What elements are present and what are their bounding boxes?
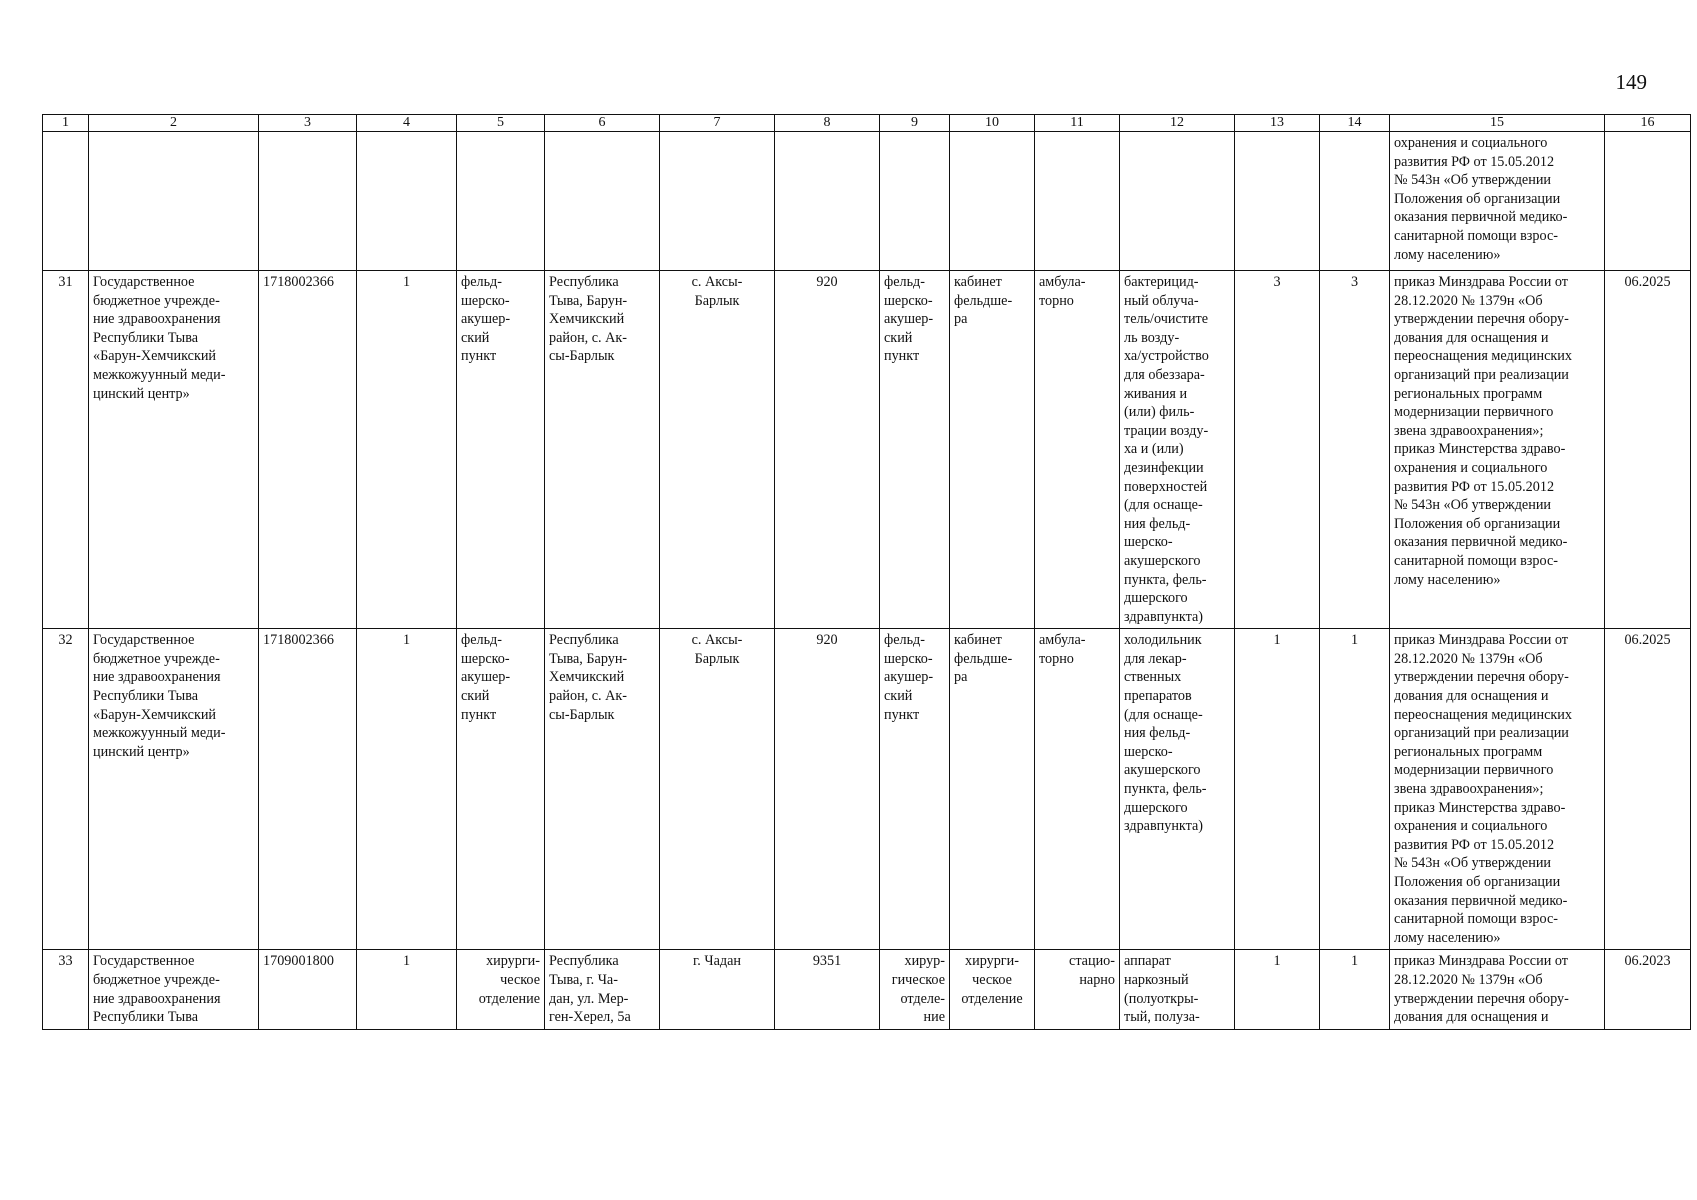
- equipment-table: [42, 114, 1691, 1030]
- subdivision-cell: фельд- шерско- акушер- ский пункт: [880, 271, 950, 629]
- mode-cell: амбула- торно: [1035, 629, 1120, 950]
- column-header: 11: [1035, 115, 1120, 132]
- quantity-cell: 1: [1235, 629, 1320, 950]
- room-cell: кабинет фельдше- ра: [950, 271, 1035, 629]
- page-number: 149: [1615, 70, 1647, 94]
- table-row: [43, 629, 1691, 950]
- column-header: 7: [660, 115, 775, 132]
- column-header: 14: [1320, 115, 1390, 132]
- column-header: 15: [1390, 115, 1605, 132]
- inn-cell: 1709001800: [259, 950, 357, 1029]
- quantity-cell: 1: [1235, 950, 1320, 1029]
- unit-cell: фельд- шерско- акушер- ский пункт: [457, 629, 545, 950]
- table-row: [43, 950, 1691, 1029]
- organization-cell: Государственное бюджетное учрежде- ние здравоохранения Республики Тыва: [89, 950, 259, 1029]
- unit-cell: хирурги- ческое отделение: [457, 950, 545, 1029]
- legal-basis-cell: приказ Минздрава России от 28.12.2020 № 1379н «Об утверждении перечня обору- дования для оснащения и переоснащения медицинских организаций при реализации региональных программ модернизации первичного звена здравоохранения»; приказ Минстерства здраво- охранения и социального развития РФ от 15.05.2012 № 543н «Об утверждении Положения об организации оказания первичной медико- санитарной помощи взрос- лому населению»: [1390, 271, 1605, 629]
- date-cell: 06.2025: [1605, 271, 1691, 629]
- row-number-cell: 33: [43, 950, 89, 1029]
- column-header: 6: [545, 115, 660, 132]
- quantity-cell: 3: [1320, 271, 1390, 629]
- quantity-cell: 3: [1235, 271, 1320, 629]
- organization-cell: Государственное бюджетное учрежде- ние здравоохранения Республики Тыва «Барун-Хемчикский межкожуунный меди- цинский центр»: [89, 271, 259, 629]
- locality-cell: с. Аксы- Барлык: [660, 271, 775, 629]
- quantity-cell: 1: [1320, 629, 1390, 950]
- population-cell: 9351: [775, 950, 880, 1029]
- quantity-cell: 1: [1320, 950, 1390, 1029]
- column-header: 2: [89, 115, 259, 132]
- date-cell: 06.2025: [1605, 629, 1691, 950]
- room-cell: хирурги- ческое отделение: [950, 950, 1035, 1029]
- legal-basis-cell: охранения и социального развития РФ от 15.05.2012 № 543н «Об утверждении Положения об организации оказания первичной медико- санитарной помощи взрос- лому населению»: [1390, 132, 1605, 271]
- count-cell: 1: [357, 271, 457, 629]
- mode-cell: амбула- торно: [1035, 271, 1120, 629]
- header-row: [43, 115, 1691, 132]
- inn-cell: 1718002366: [259, 271, 357, 629]
- table-row-continuation: [43, 132, 1691, 271]
- address-cell: Республика Тыва, Барун- Хемчикский район, с. Ак- сы-Барлык: [545, 271, 660, 629]
- column-header: 9: [880, 115, 950, 132]
- inn-cell: 1718002366: [259, 629, 357, 950]
- equipment-cell: бактерицид- ный облуча- тель/очистите ль возду- ха/устройство для обеззара- живания и (или) филь- трации возду- ха и (или) дезинфекции поверхностей (для оснаще- ния фельд- шерско- акушерского пункта, фель- дшерского здравпункта): [1120, 271, 1235, 629]
- row-number-cell: 31: [43, 271, 89, 629]
- organization-cell: Государственное бюджетное учрежде- ние здравоохранения Республики Тыва «Барун-Хемчикский межкожуунный меди- цинский центр»: [89, 629, 259, 950]
- subdivision-cell: фельд- шерско- акушер- ский пункт: [880, 629, 950, 950]
- legal-basis-cell: приказ Минздрава России от 28.12.2020 № 1379н «Об утверждении перечня обору- дования для оснащения и: [1390, 950, 1605, 1029]
- column-header: 16: [1605, 115, 1691, 132]
- column-header: 5: [457, 115, 545, 132]
- locality-cell: г. Чадан: [660, 950, 775, 1029]
- column-header: 13: [1235, 115, 1320, 132]
- subdivision-cell: хирур- гическое отделе- ние: [880, 950, 950, 1029]
- room-cell: кабинет фельдше- ра: [950, 629, 1035, 950]
- column-header: 1: [43, 115, 89, 132]
- row-number-cell: 32: [43, 629, 89, 950]
- equipment-cell: аппарат наркозный (полуоткры- тый, полуза-: [1120, 950, 1235, 1029]
- address-cell: Республика Тыва, Барун- Хемчикский район, с. Ак- сы-Барлык: [545, 629, 660, 950]
- table-row: [43, 271, 1691, 629]
- column-header: 12: [1120, 115, 1235, 132]
- legal-basis-cell: приказ Минздрава России от 28.12.2020 № 1379н «Об утверждении перечня обору- дования для оснащения и переоснащения медицинских организаций при реализации региональных программ модернизации первичного звена здравоохранения»; приказ Минстерства здраво- охранения и социального развития РФ от 15.05.2012 № 543н «Об утверждении Положения об организации оказания первичной медико- санитарной помощи взрос- лому населению»: [1390, 629, 1605, 950]
- address-cell: Республика Тыва, г. Ча- дан, ул. Мер- ген-Херел, 5а: [545, 950, 660, 1029]
- column-header: 8: [775, 115, 880, 132]
- equipment-cell: холодильник для лекар- ственных препаратов (для оснаще- ния фельд- шерско- акушерского пункта, фель- дшерского здравпункта): [1120, 629, 1235, 950]
- date-cell: 06.2023: [1605, 950, 1691, 1029]
- count-cell: 1: [357, 950, 457, 1029]
- column-header: 4: [357, 115, 457, 132]
- locality-cell: с. Аксы- Барлык: [660, 629, 775, 950]
- column-header: 10: [950, 115, 1035, 132]
- count-cell: 1: [357, 629, 457, 950]
- column-header: 3: [259, 115, 357, 132]
- population-cell: 920: [775, 629, 880, 950]
- mode-cell: стацио- нарно: [1035, 950, 1120, 1029]
- population-cell: 920: [775, 271, 880, 629]
- unit-cell: фельд- шерско- акушер- ский пункт: [457, 271, 545, 629]
